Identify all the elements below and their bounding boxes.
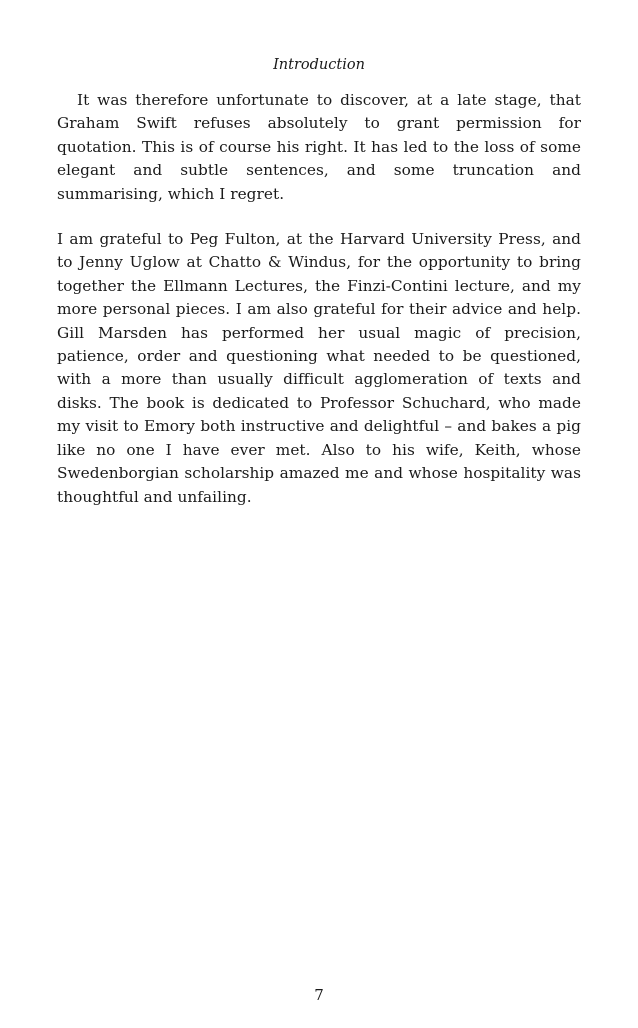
body-text [57, 89, 581, 509]
paragraph-acknowledgements: I am grateful to Peg Fulton, at the Harvard University Press, and to Jenny Uglow at Chatto & Windus, for the opportunity to bring together the Ellmann Lectures, the Finzi-Contini lecture, and my more personal pieces. I am also grateful for their advice and help. Gill Marsden has performed her usual magic of precision, patience, order and questioning what needed to be questioned, with a more than usually difficult agglomeration of texts and disks. The book is dedicated to Professor Schuchard, who made my visit to Emory both instructive and delightful – and bakes a pig like no one I have ever met. Also to his wife, Keith, whose Swedenborgian scholarship amazed me and whose hospitality was thoughtful and unfailing. [57, 230, 581, 506]
paragraph-permission: It was therefore unfortunate to discover, at a late stage, that Graham Swift refuses absolutely to grant permission for quotation. This is of course his right. It has led to the loss of some elegant and subtle sentences, and some truncation and summarising, which I regret. [57, 91, 581, 203]
running-head: Introduction [273, 57, 365, 73]
page-number: 7 [314, 986, 324, 1004]
